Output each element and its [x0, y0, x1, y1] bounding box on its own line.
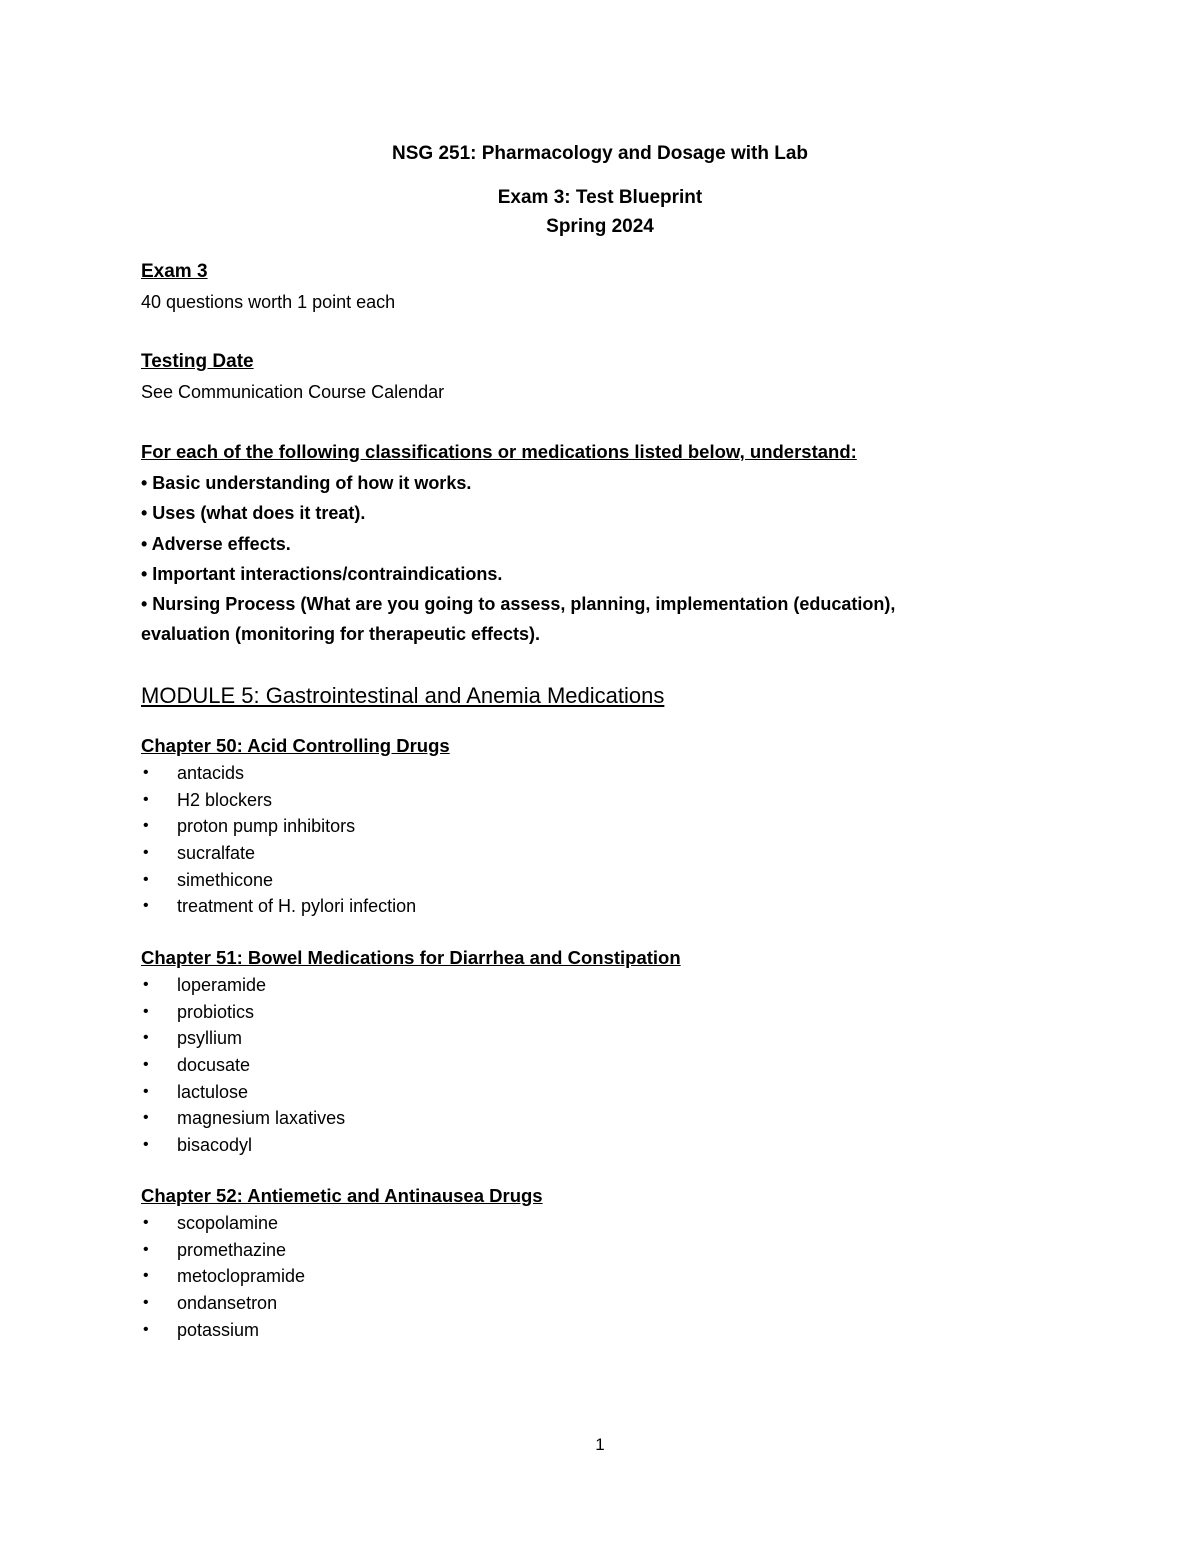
- list-item: • psyllium: [141, 1025, 345, 1052]
- list-item: • sucralfate: [141, 840, 416, 867]
- module-title: MODULE 5: Gastrointestinal and Anemia Medications: [141, 683, 665, 708]
- bullet-icon: •: [143, 1109, 149, 1127]
- bullet-icon: •: [143, 790, 149, 808]
- list-item: • proton pump inhibitors: [141, 813, 416, 840]
- list-item: • treatment of H. pylori infection: [141, 893, 416, 920]
- testing-date-text: See Communication Course Calendar: [141, 382, 445, 402]
- chapter-52-drug-list: [141, 1210, 305, 1343]
- instructions-heading: For each of the following classifications or medications listed below, understand:: [141, 441, 857, 462]
- bullet-icon: •: [143, 1056, 149, 1074]
- bullet-icon: •: [143, 1320, 149, 1338]
- instruction-item: • Uses (what does it treat).: [141, 503, 366, 523]
- list-item: • docusate: [141, 1052, 345, 1079]
- instruction-item: • Adverse effects.: [141, 534, 291, 554]
- list-item: • metoclopramide: [141, 1263, 305, 1290]
- list-item: • simethicone: [141, 867, 416, 894]
- list-item: • bisacodyl: [141, 1132, 345, 1159]
- bullet-icon: •: [143, 976, 149, 993]
- chapter-50-drug-list: [141, 760, 416, 920]
- bullet-icon: •: [143, 1294, 149, 1312]
- bullet-icon: •: [143, 1214, 149, 1231]
- list-item: • probiotics: [141, 999, 345, 1026]
- list-item: • loperamide: [141, 972, 345, 999]
- bullet-icon: •: [143, 817, 149, 835]
- bullet-icon: •: [143, 870, 149, 888]
- bullet-icon: •: [143, 1267, 149, 1285]
- bullet-icon: •: [143, 1002, 149, 1020]
- chapter-51-drug-list: [141, 972, 345, 1159]
- instruction-item: • Nursing Process (What are you going to assess, planning, implementation (education),: [141, 594, 896, 614]
- list-item: • magnesium laxatives: [141, 1105, 345, 1132]
- chapter-title: Chapter 51: Bowel Medications for Diarrhea and Constipation: [141, 947, 681, 968]
- chapter-title: Chapter 50: Acid Controlling Drugs: [141, 735, 450, 756]
- list-item: • lactulose: [141, 1079, 345, 1106]
- list-item: • ondansetron: [141, 1290, 305, 1317]
- page-number: 1: [595, 1435, 605, 1454]
- instruction-item: • Important interactions/contraindications.: [141, 564, 503, 584]
- testing-date-heading: Testing Date: [141, 351, 254, 372]
- chapter-title: Chapter 52: Antiemetic and Antinausea Drugs: [141, 1185, 543, 1206]
- list-item: • scopolamine: [141, 1210, 305, 1237]
- bullet-icon: •: [143, 1240, 149, 1258]
- bullet-icon: •: [143, 764, 149, 781]
- bullet-icon: •: [143, 897, 149, 915]
- list-item: • antacids: [141, 760, 416, 787]
- bullet-icon: •: [143, 1029, 149, 1047]
- exam-description: 40 questions worth 1 point each: [141, 292, 396, 312]
- list-item: • potassium: [141, 1317, 305, 1344]
- exam-term: Spring 2024: [546, 216, 654, 237]
- exam-heading: Exam 3: [141, 261, 208, 282]
- course-title: NSG 251: Pharmacology and Dosage with Lab: [392, 143, 808, 164]
- bullet-icon: •: [143, 1082, 149, 1100]
- bullet-icon: •: [143, 1136, 149, 1154]
- exam-title: Exam 3: Test Blueprint: [497, 187, 703, 208]
- bullet-icon: •: [143, 844, 149, 862]
- list-item: • promethazine: [141, 1237, 305, 1264]
- instruction-item-continuation: evaluation (monitoring for therapeutic effects).: [141, 624, 541, 644]
- instruction-item: • Basic understanding of how it works.: [141, 473, 472, 493]
- list-item: • H2 blockers: [141, 787, 416, 814]
